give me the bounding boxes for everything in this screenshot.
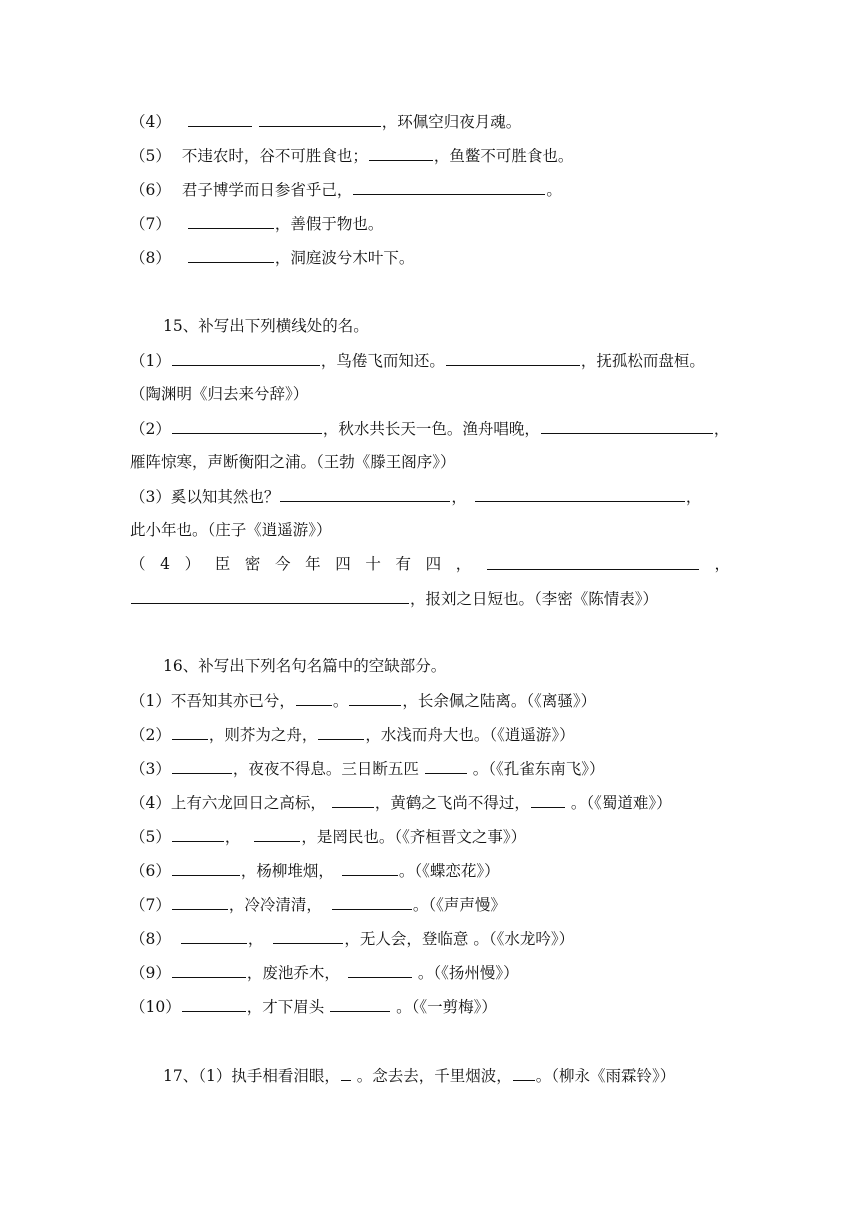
q15-line-1-source: （陶渊明《归去来兮辞》） xyxy=(130,385,309,403)
answer-blank[interactable] xyxy=(172,418,322,434)
q15-line-3: （3）奚以知其然也？ ， ， xyxy=(130,488,702,506)
q16-line-2: （2） ，则芥为之舟， ，水浅而舟大也。（《逍遥游》） xyxy=(130,726,575,744)
answer-blank[interactable] xyxy=(273,928,343,944)
answer-blank[interactable] xyxy=(172,758,232,774)
q14-line-8: （8） ，洞庭波兮木叶下。 xyxy=(130,249,415,267)
answer-blank[interactable] xyxy=(349,690,401,706)
answer-blank[interactable] xyxy=(172,962,246,978)
answer-blank[interactable] xyxy=(172,860,240,876)
answer-blank[interactable] xyxy=(341,1065,351,1081)
q16-title: 16、补写出下列名句名篇中的空缺部分。 xyxy=(163,657,447,675)
answer-blank[interactable] xyxy=(172,724,208,740)
q15-line-4-cont: ，报刘之日短也。（李密《陈情表》） xyxy=(130,588,730,608)
q16-line-3: （3） ，夜夜不得息。三日断五匹 。（《孔雀东南飞》） xyxy=(130,760,605,778)
q15-line-4: （ 4 ） 臣 密 今 年 四 十 有 四 ， ， xyxy=(130,555,730,573)
q16-line-10: （10） ，才下眉头 。（《一剪梅》） xyxy=(130,998,497,1016)
answer-blank[interactable] xyxy=(425,758,467,774)
q16-line-7: （7） ，冷冷清清， 。（《声声慢》 xyxy=(130,896,506,914)
answer-blank[interactable] xyxy=(181,928,247,944)
q16-line-9: （9） ，废池乔木， 。（《扬州慢》） xyxy=(130,964,519,982)
answer-blank[interactable] xyxy=(318,724,364,740)
answer-blank[interactable] xyxy=(280,486,450,502)
answer-blank[interactable] xyxy=(475,486,685,502)
q16-line-4: （4）上有六龙回日之高标， ，黄鹤之飞尚不得过， 。（《蜀道难》） xyxy=(130,794,672,812)
answer-blank[interactable] xyxy=(342,860,398,876)
answer-blank[interactable] xyxy=(296,690,332,706)
q16-line-1: （1）不吾知其亦已兮， 。 ，长余佩之陆离。（《离骚》） xyxy=(130,692,597,710)
answer-blank[interactable] xyxy=(259,111,381,127)
answer-blank[interactable] xyxy=(254,826,300,842)
answer-blank[interactable] xyxy=(487,554,699,570)
q14-line-5: （5） 不违农时，谷不可胜食也； ，鱼鳖不可胜食也。 xyxy=(130,147,574,165)
q15-title: 15、补写出下列横线处的名。 xyxy=(163,317,369,335)
answer-blank[interactable] xyxy=(172,894,228,910)
answer-blank[interactable] xyxy=(172,350,320,366)
answer-blank[interactable] xyxy=(531,792,565,808)
answer-blank[interactable] xyxy=(513,1065,535,1081)
answer-blank[interactable] xyxy=(131,588,409,604)
q16-line-5: （5） ， ，是罔民也。（《齐桓晋文之事》） xyxy=(130,828,527,846)
answer-blank[interactable] xyxy=(353,179,545,195)
q15-line-2: （2） ，秋水共长天一色。渔舟唱晚， ， xyxy=(130,420,730,438)
q15-line-1: （1） ，鸟倦飞而知还。 ，抚孤松而盘桓。 xyxy=(130,352,705,370)
q14-line-7: （7） ，善假于物也。 xyxy=(130,215,384,233)
answer-blank[interactable] xyxy=(332,894,412,910)
answer-blank[interactable] xyxy=(330,996,390,1012)
answer-blank[interactable] xyxy=(188,111,252,127)
answer-blank[interactable] xyxy=(369,145,433,161)
q16-line-8: （8） ， ，无人会，登临意 。（《水龙吟》） xyxy=(130,930,575,948)
q14-line-6: （6） 君子博学而日参省乎己， 。 xyxy=(130,181,562,199)
answer-blank[interactable] xyxy=(172,826,224,842)
answer-blank[interactable] xyxy=(188,213,274,229)
answer-blank[interactable] xyxy=(188,247,274,263)
q14-line-4: （4） ，环佩空归夜月魂。 xyxy=(130,113,522,131)
answer-blank[interactable] xyxy=(446,350,580,366)
q16-line-6: （6） ，杨柳堆烟， 。（《蝶恋花》） xyxy=(130,862,500,880)
q15-line-2-source: 雁阵惊寒，声断衡阳之浦。（王勃《滕王阁序》） xyxy=(130,453,456,471)
q17-line-1: 17、（1）执手相看泪眼， 。念去去，千里烟波， 。（柳永《雨霖铃》） xyxy=(163,1067,676,1085)
answer-blank[interactable] xyxy=(332,792,374,808)
answer-blank[interactable] xyxy=(348,962,412,978)
answer-blank[interactable] xyxy=(541,418,713,434)
answer-blank[interactable] xyxy=(182,996,246,1012)
q15-line-3-source: 此小年也。（庄子《逍遥游》） xyxy=(130,521,332,539)
